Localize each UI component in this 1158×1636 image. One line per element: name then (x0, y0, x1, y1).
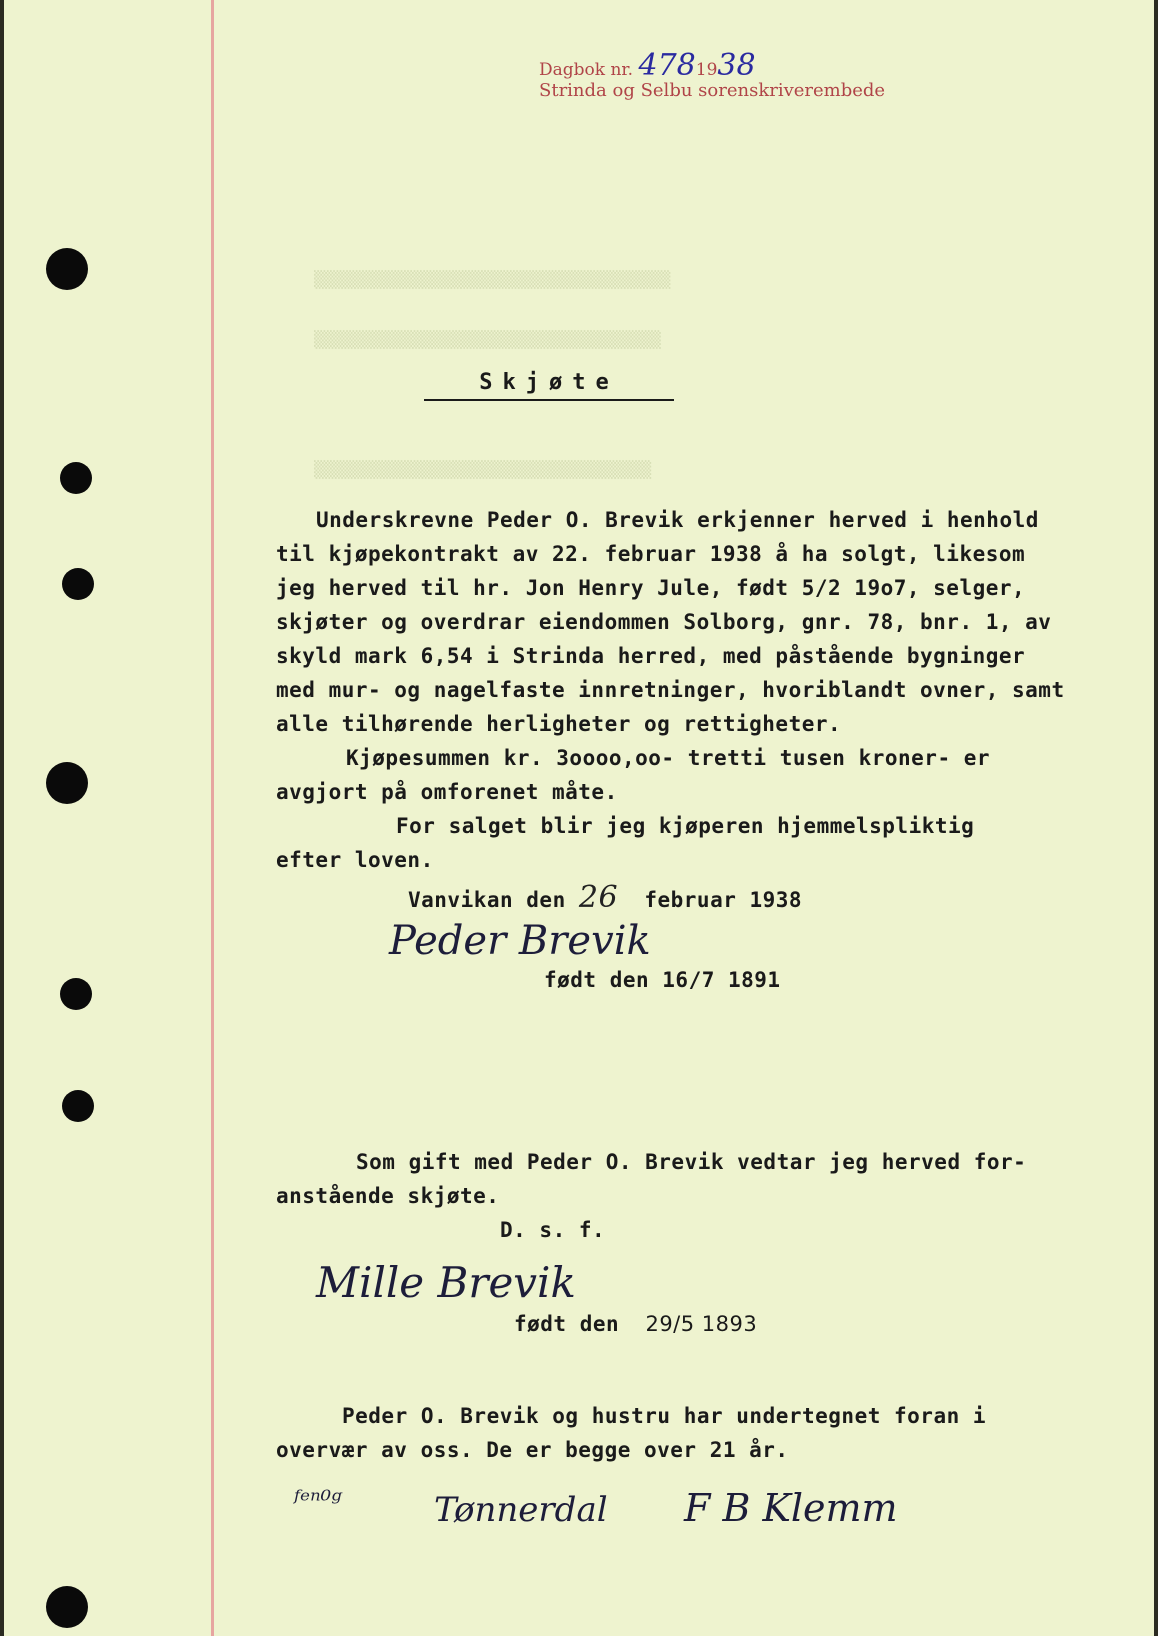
body-line: avgjort på omforenet måte. (276, 780, 618, 804)
body-line: Kjøpesummen kr. 3oooo,oo- tretti tusen kroner- er (346, 746, 991, 770)
document-page (4, 0, 1154, 1636)
consent-line: Som gift med Peder O. Brevik vedtar jeg herved for- (356, 1150, 1027, 1174)
dagbok-number: 478 (638, 48, 696, 83)
place-date-prefix: Vanvikan den (408, 888, 566, 912)
punch-hole (60, 978, 92, 1010)
show-through-text: ▒▒▒▒▒▒▒▒▒▒▒▒▒▒▒▒▒▒▒▒▒▒▒▒▒▒▒▒▒▒▒▒▒▒▒▒ (314, 330, 661, 349)
year-suffix: 38 (717, 48, 756, 83)
punch-hole (46, 248, 88, 290)
punch-hole (46, 1586, 88, 1628)
witness-line: overvær av oss. De er begge over 21 år. (276, 1438, 789, 1462)
witness-signature-1: Tønnerdal (434, 1490, 608, 1530)
registry-stamp-number (539, 48, 756, 83)
body-line: med mur- og nagelfaste innretninger, hvoriblandt ovner, samt (276, 678, 1065, 702)
witness-line: Peder O. Brevik og hustru har undertegnet foran i (342, 1404, 987, 1428)
body-line: til kjøpekontrakt av 22. februar 1938 å ha solgt, likesom (276, 542, 1026, 566)
punch-hole (62, 1090, 94, 1122)
punch-hole (46, 762, 88, 804)
witness-signature-2: F B Klemm (684, 1486, 898, 1530)
place-date-suffix: februar 1938 (644, 888, 803, 912)
show-through-text: ▒▒▒▒▒▒▒▒▒▒▒▒▒▒▒▒▒▒▒▒▒▒▒▒▒▒▒▒▒▒▒▒▒▒▒ (314, 460, 652, 479)
seller-signature: Peder Brevik (389, 918, 651, 964)
spouse-born-label: født den (514, 1312, 620, 1336)
witness-mark: ᶠᵉⁿ⁰ᵍ (294, 1486, 342, 1516)
body-line: jeg herved til hr. Jon Henry Jule, født 5/2 19o7, selger, (276, 576, 1026, 600)
consent-dsf: D. s. f. (500, 1218, 606, 1242)
body-line: efter loven. (276, 848, 434, 872)
punch-hole (62, 568, 94, 600)
spouse-born (514, 1312, 757, 1336)
year-prefix: 19 (695, 60, 718, 80)
show-through-text: ▒▒▒▒▒▒▒▒▒▒▒▒▒▒▒▒▒▒▒▒▒▒▒▒▒▒▒▒▒▒▒▒▒▒▒▒▒ (314, 270, 671, 289)
body-line: skjøter og overdrar eiendommen Solborg, gnr. 78, bnr. 1, av (276, 610, 1052, 634)
spouse-signature: Mille Brevik (316, 1258, 576, 1307)
dagbok-label: Dagbok nr. (539, 60, 634, 80)
body-line: skyld mark 6,54 i Strinda herred, med påstående bygninger (276, 644, 1026, 668)
body-line: alle tilhørende herligheter og rettigheter. (276, 712, 842, 736)
margin-rule (211, 0, 214, 1636)
seller-born: født den 16/7 1891 (544, 968, 781, 992)
registry-office: Strinda og Selbu sorenskriverembede (539, 80, 886, 101)
punch-hole (60, 462, 92, 494)
body-line: Underskrevne Peder O. Brevik erkjenner herved i henhold (316, 508, 1039, 532)
place-date-day: 26 (578, 880, 619, 915)
spouse-born-date: 29/5 1893 (645, 1312, 758, 1336)
body-line: For salget blir jeg kjøperen hjemmelspliktig (396, 814, 975, 838)
document-title: Skjøte (424, 370, 674, 401)
place-date (408, 880, 802, 915)
consent-line: anstående skjøte. (276, 1184, 500, 1208)
